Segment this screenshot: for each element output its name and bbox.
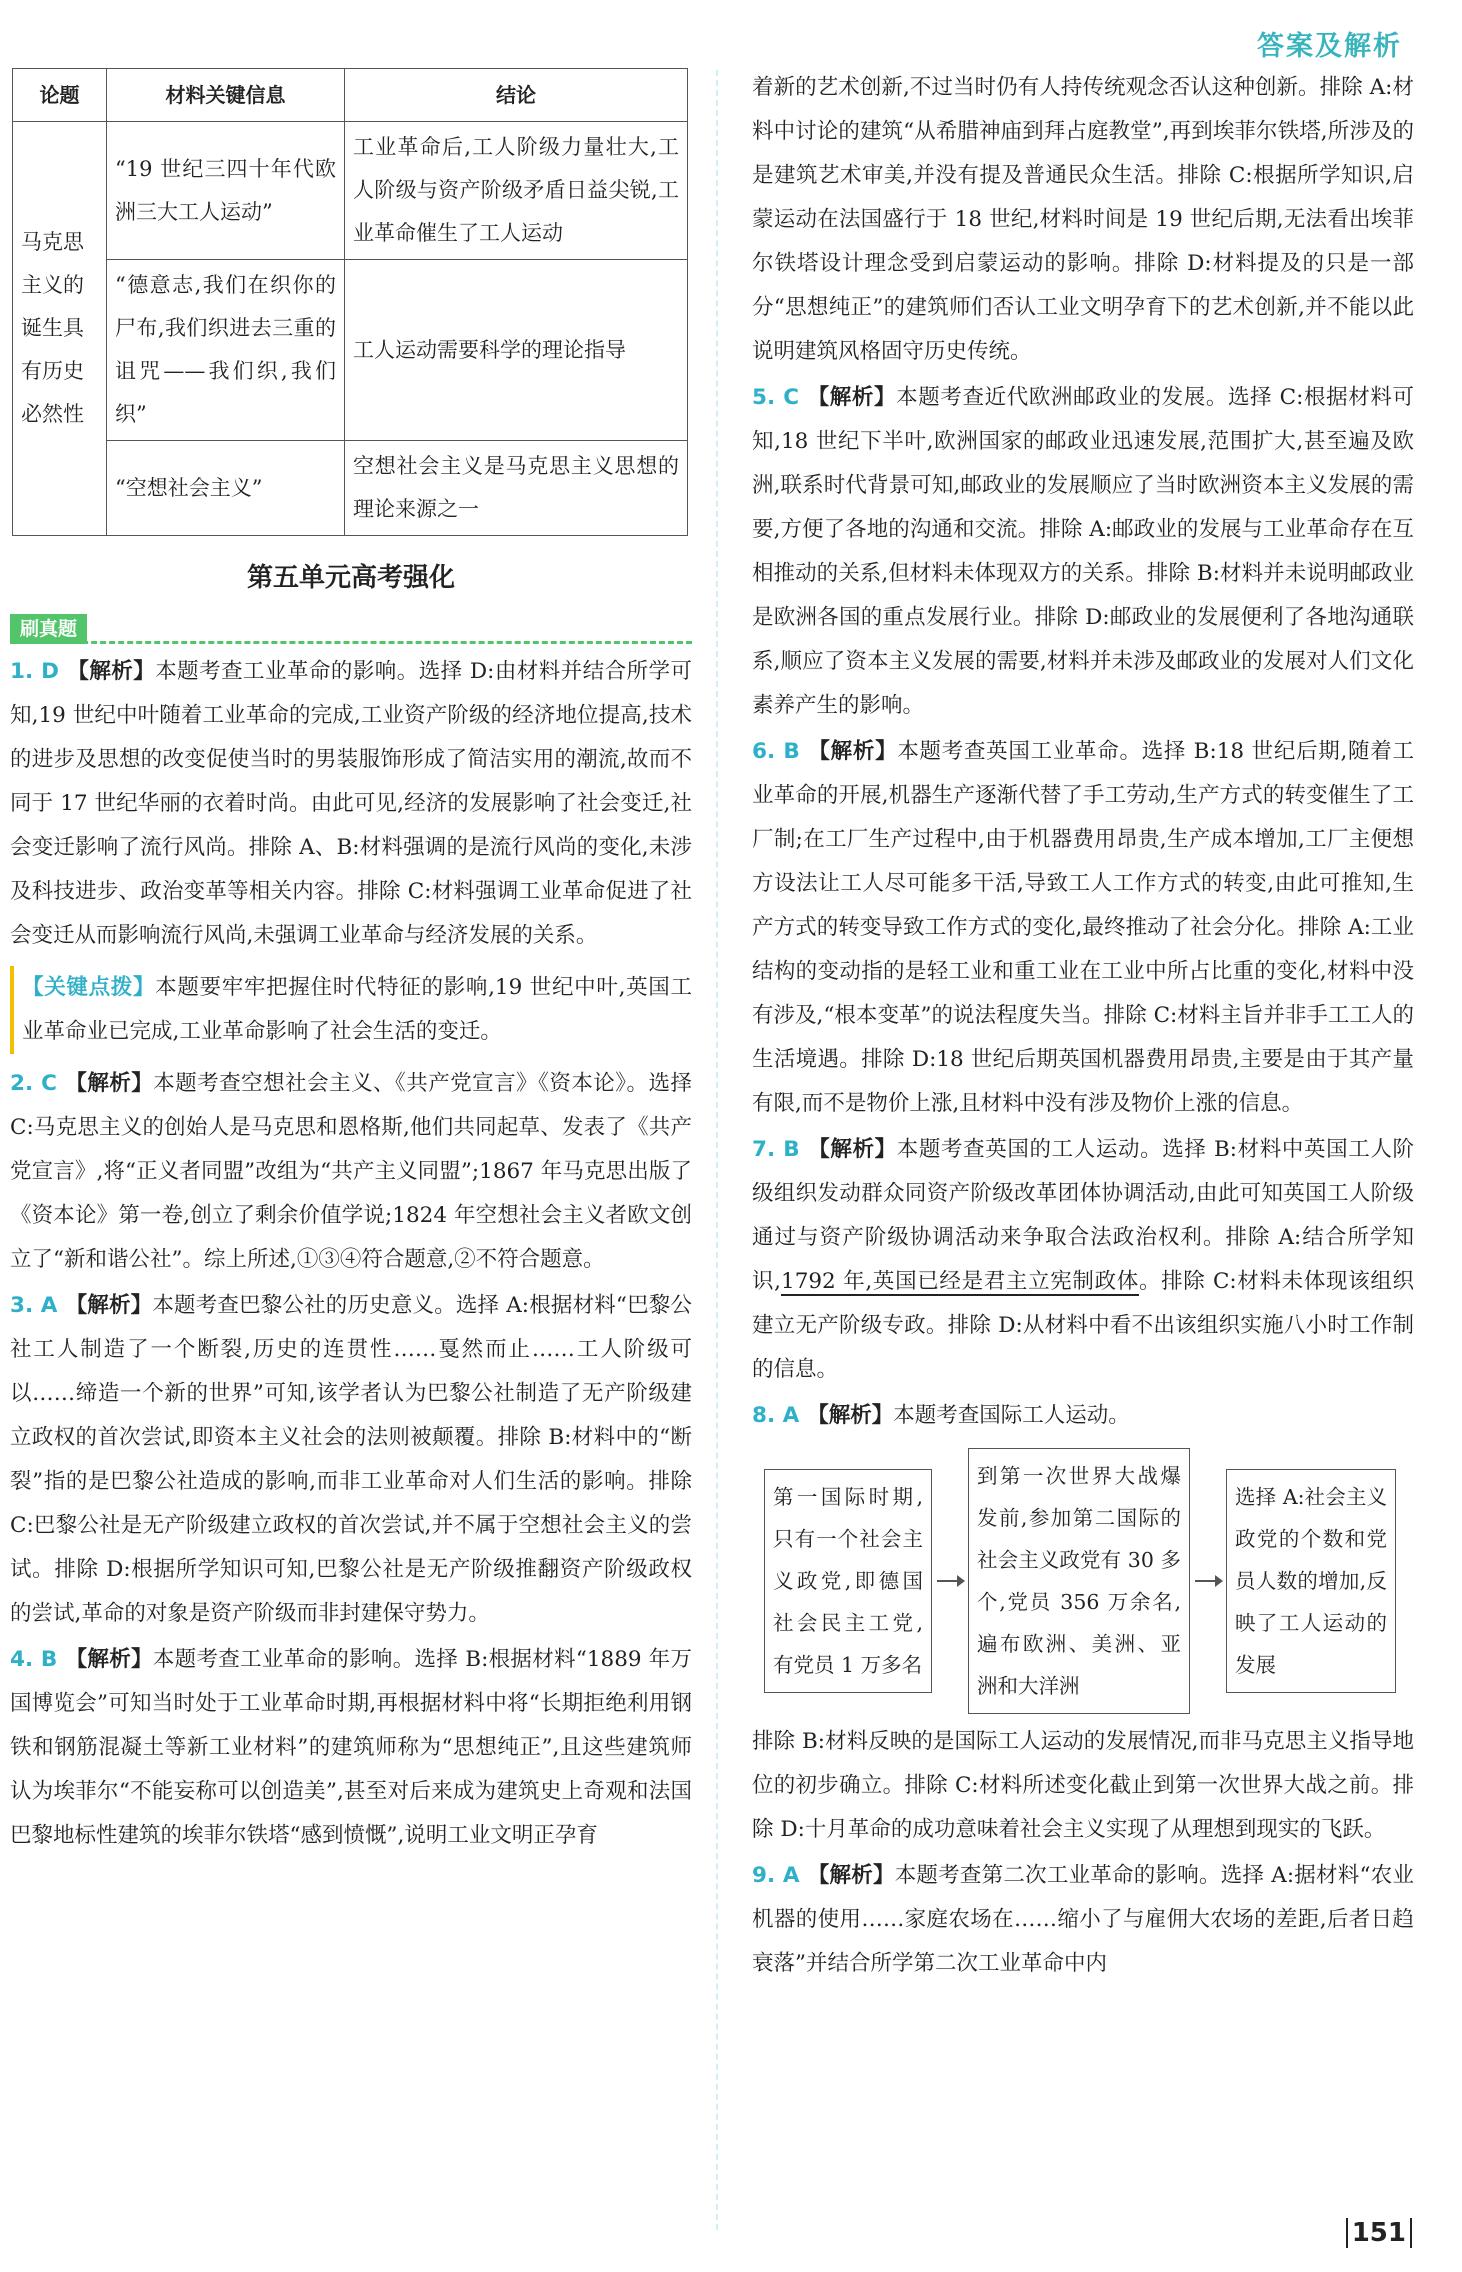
answer-item (10, 1638, 692, 1858)
answer-number: 5. C (752, 385, 800, 410)
table-cell: “空想社会主义” (107, 441, 345, 536)
answer-item (10, 1062, 692, 1282)
underlined-text: 1792 年,英国已经是君主立宪制政体 (781, 1269, 1139, 1294)
answer-text: 本题考查国际工人运动。 (893, 1403, 1130, 1428)
answer-item (10, 650, 692, 958)
key-tip (10, 966, 692, 1054)
answer-item (752, 1394, 1414, 1438)
arrow-right-icon (932, 1571, 968, 1591)
answer-number: 7. B (752, 1137, 800, 1162)
analysis-label: 【解析】 (65, 1293, 153, 1318)
flow-box: 选择 A:社会主义政党的个数和党员人数的增加,反映了工人运动的发展 (1226, 1469, 1396, 1693)
flow-box: 第一国际时期,只有一个社会主义政党,即德国社会民主工党,有党员 1 万多名 (764, 1469, 932, 1693)
page-header-title: 答案及解析 (1257, 31, 1402, 62)
answer-text: 本题考查第二次工业革命的影响。选择 A:据材料“农业机器的使用……家庭农场在……缩小了与雇佣大农场的差距,后者日趋衰落”并结合所学第二次工业革命中内 (752, 1863, 1414, 1976)
flow-diagram (764, 1448, 1414, 1714)
answer-continued: 着新的艺术创新,不过当时仍有人持传统观念否认这种创新。排除 A:材料中讨论的建筑“从希腊神庙到拜占庭教堂”,再到埃菲尔铁塔,所涉及的是建筑艺术审美,并没有提及普通民众生活。排除 C:根据所学知识,启蒙运动在法国盛行于 18 世纪,材料时间是 19 世纪后期,无法看出埃菲尔铁塔设计理念受到启蒙运动的影响。排除 D:材料提及的只是一部分“思想纯正”的建筑师们否认工业文明孕育下的艺术创新,并不能以此说明建筑风格固守历史传统。 (752, 75, 1414, 364)
column-divider (716, 70, 718, 2230)
table-header-row (13, 69, 688, 122)
answer-number: 3. A (10, 1293, 58, 1318)
table-cell: 工业革命后,工人阶级力量壮大,工人阶级与资产阶级矛盾日益尖锐,工业革命催生了工人运动 (345, 122, 688, 260)
arrow-right-icon (1190, 1571, 1226, 1591)
analysis-label: 【解析】 (807, 1863, 895, 1888)
table-row (13, 260, 688, 441)
answer-item (752, 1128, 1414, 1392)
answer-text: 本题考查英国的工人运动。选择 B:材料中英国工人阶级组织发动群众同资产阶级改革团体协调活动,由此可知英国工人阶级通过与资产阶级协调活动来争取合法政治权利。排除 A:结合所学知识, (752, 1137, 1414, 1294)
answer-text: 排除 B:材料反映的是国际工人运动的发展情况,而非马克思主义指导地位的初步确立。排除 C:材料所述变化截止到第一次世界大战之前。排除 D:十月革命的成功意味着社会主义实现了从理想到现实的飞跃。 (752, 1729, 1414, 1842)
analysis-label: 【解析】 (807, 1137, 897, 1162)
tip-label: 【关键点拨】 (22, 975, 156, 1000)
answer-item (10, 1284, 692, 1636)
analysis-label: 【解析】 (64, 1071, 154, 1096)
answer-item (752, 730, 1414, 1126)
answer-number: 9. A (752, 1863, 800, 1888)
answer-number: 4. B (10, 1647, 58, 1672)
answer-text: 本题考查巴黎公社的历史意义。选择 A:根据材料“巴黎公社工人制造了一个断裂,历史的连贯性……戛然而止……工人阶级可以……缔造一个新的世界”可知,该学者认为巴黎公社制造了无产阶级建立政权的首次尝试,即资本主义社会的法则被颠覆。排除 B:材料中的“断裂”指的是巴黎公社造成的影响,而非工业革命对人们生活的影响。排除 C:巴黎公社是无产阶级建立政权的首次尝试,并不属于空想社会主义的尝试。排除 D:根据所学知识可知,巴黎公社是无产阶级推翻资产阶级政权的尝试,革命的对象是资产阶级而非封建保守势力。 (10, 1293, 692, 1626)
answer-text: 本题考查空想社会主义、《共产党宣言》《资本论》。选择 C:马克思主义的创始人是马克思和恩格斯,他们共同起草、发表了《共产党宣言》,将“正义者同盟”改组为“共产主义同盟”;1867 年马克思出版了《资本论》第一卷,创立了剩余价值学说;1824 年空想社会主义者欧文创立了“新和谐公社”。综上所述,①③④符合题意,②不符合题意。 (10, 1071, 692, 1272)
section-tag: 刷真题 (10, 614, 87, 644)
table-header: 结论 (345, 69, 688, 122)
answer-number: 8. A (752, 1403, 800, 1428)
answer-text: 本题考查工业革命的影响。选择 D:由材料并结合所学可知,19 世纪中叶随着工业革命的完成,工业资产阶级的经济地位提高,技术的进步及思想的改变促使当时的男装服饰形成了简洁实用的潮流,故而不同于 17 世纪华丽的衣着时尚。由此可见,经济的发展影响了社会变迁,社会变迁影响了流行风尚。排除 A、B:材料强调的是流行风尚的变化,未涉及科技进步、政治变革等相关内容。排除 C:材料强调工业革命促进了社会变迁从而影响流行风尚,未强调工业革命与经济发展的关系。 (10, 659, 692, 948)
answer-number: 1. D (10, 659, 59, 684)
table-row (13, 122, 688, 260)
analysis-label: 【解析】 (807, 1403, 894, 1428)
answer-text: 本题考查近代欧洲邮政业的发展。选择 C:根据材料可知,18 世纪下半叶,欧洲国家的邮政业迅速发展,范围扩大,甚至遍及欧洲,联系时代背景可知,邮政业的发展顺应了当时欧洲资本主义发展的需要,方便了各地的沟通和交流。排除 A:邮政业的发展与工业革命存在互相推动的关系,但材料未体现双方的关系。排除 B:材料并未说明邮政业是欧洲各国的重点发展行业。排除 D:邮政业的发展便利了各地沟通联系,顺应了资本主义发展的需要,材料并未涉及邮政业的发展对人们文化素养产生的影响。 (752, 385, 1414, 718)
answer-number: 6. B (752, 739, 800, 764)
answer-number: 2. C (10, 1071, 57, 1096)
right-column (752, 66, 1414, 1986)
table-header: 材料关键信息 (107, 69, 345, 122)
unit-title: 第五单元高考强化 (246, 563, 455, 593)
page-number: 151 (1346, 2218, 1412, 2248)
answer-item (752, 1854, 1414, 1986)
answer-text: 本题考查英国工业革命。选择 B:18 世纪后期,随着工业革命的开展,机器生产逐渐代替了手工劳动,生产方式的转变催生了工厂制;在工厂生产过程中,由于机器费用昂贵,生产成本增加,工厂主便想方设法让工人尽可能多干活,导致工人工作方式的转变,由此可推知,生产方式的转变导致工作方式的变化,最终推动了社会分化。排除 A:工业结构的变动指的是轻工业和重工业在工业中所占比重的变化,材料中没有涉及,“根本变革”的说法程度失当。排除 C:材料主旨并非手工工人的生活境遇。排除 D:18 世纪后期英国机器费用昂贵,主要是由于其产量有限,而不是物价上涨,且材料中没有涉及物价上涨的信息。 (752, 739, 1414, 1116)
table-cell: “19 世纪三四十年代欧洲三大工人运动” (107, 122, 345, 260)
summary-table (12, 68, 688, 536)
analysis-label: 【解析】 (65, 1647, 153, 1672)
analysis-label: 【解析】 (66, 659, 156, 684)
analysis-label: 【解析】 (807, 385, 897, 410)
table-topic-cell: 马克思主义的诞生具有历史必然性 (13, 122, 107, 536)
left-column (10, 68, 692, 1858)
flow-box: 到第一次世界大战爆发前,参加第二国际的社会主义政党有 30 多个,党员 356 万余名,遍布欧洲、美洲、亚洲和大洋洲 (968, 1448, 1190, 1714)
analysis-label: 【解析】 (807, 739, 898, 764)
table-row (13, 441, 688, 536)
table-header: 论题 (13, 69, 107, 122)
table-cell: 工人运动需要科学的理论指导 (345, 260, 688, 441)
table-cell: “德意志,我们在织你的尸布,我们织进去三重的诅咒——我们织,我们织” (107, 260, 345, 441)
answer-text: 本题考查工业革命的影响。选择 B:根据材料“1889 年万国博览会”可知当时处于工业革命时期,再根据材料中将“长期拒绝利用钢铁和钢筋混凝土等新工业材料”的建筑师称为“思想纯正”,且这些建筑师认为埃菲尔“不能妄称可以创造美”,甚至对后来成为建筑史上奇观和法国巴黎地标性建筑的埃菲尔铁塔“感到愤慨”,说明工业文明正孕育 (10, 1647, 692, 1848)
table-cell: 空想社会主义是马克思主义思想的理论来源之一 (345, 441, 688, 536)
answer-text: 。排除 C:材料未体现该组织建立无产阶级专政。排除 D:从材料中看不出该组织实施八小时工作制的信息。 (752, 1269, 1414, 1382)
section-tag-bar (10, 614, 692, 644)
answer-item (752, 376, 1414, 728)
tip-text: 本题要牢牢把握住时代特征的影响,19 世纪中叶,英国工业革命业已完成,工业革命影响了社会生活的变迁。 (22, 975, 692, 1044)
